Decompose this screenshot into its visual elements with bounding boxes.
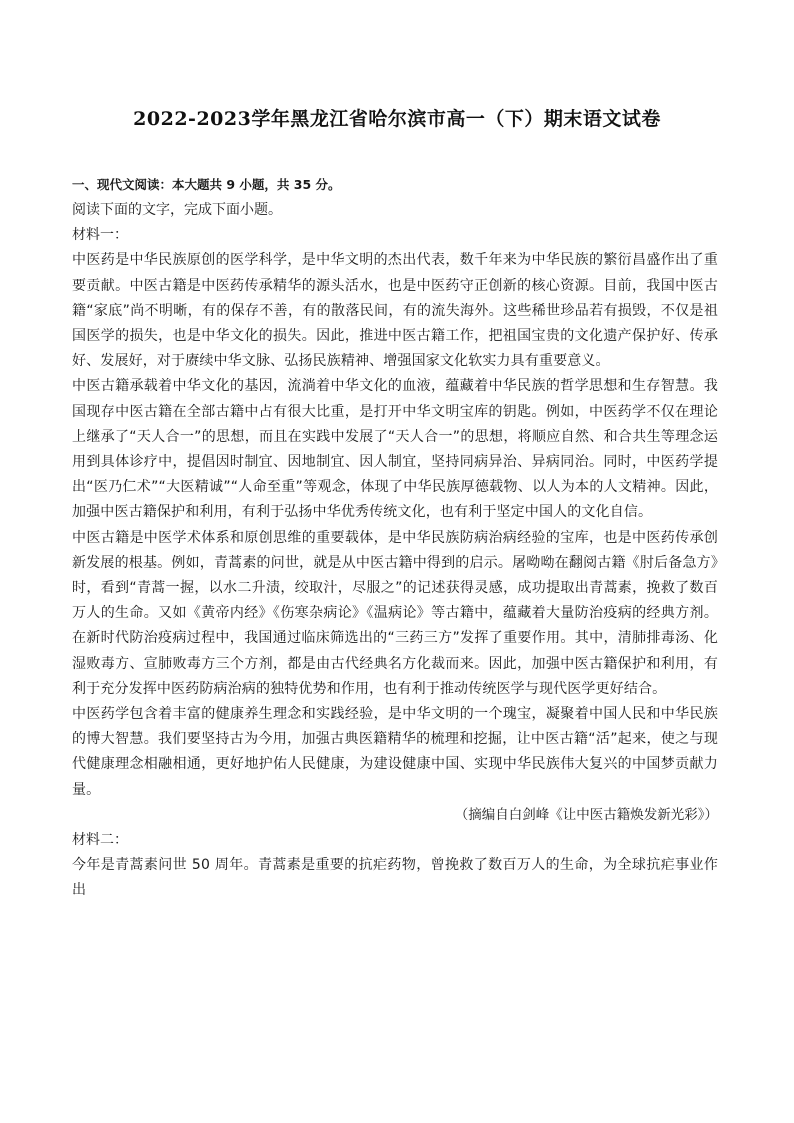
material1-paragraph-4: 中医药学包含着丰富的健康养生理念和实践经验，是中华文明的一个瑰宝，凝聚着中国人民和中华民族的博大智慧。我们要坚持古为今用，加强古典医籍精华的梳理和挖掘，让中医古籍“活”起来，使之与现代健康理念相融相通，更好地护佑人民健康，为建设健康中国、实现中华民族伟大复兴的中国梦贡献力量。 [72,706,718,798]
material1-paragraph-2: 中医古籍承载着中华文化的基因，流淌着中华文化的血液，蕴藏着中华民族的哲学思想和生存智慧。我国现存中医古籍在全部古籍中占有很大比重，是打开中华文明宝库的钥匙。例如，中医药学不仅在理论上继承了“天人合一”的思想，而且在实践中发展了“天人合一”的思想，将顺应自然、和合共生等理念运用到具体诊疗中，提倡因时制宜、因地制宜、因人制宜，坚持同病异治、异病同治。同时，中医药学提出“医乃仁术”“大医精诚”“人命至重”等观念，体现了中华民族厚德载物、以人为本的人文精神。因此，加强中医古籍保护和利用，有利于弘扬中华优秀传统文化，也有利于坚定中国人的文化自信。 [72,378,718,521]
section-heading: 一、现代文阅读：本大题共 9 小题，共 35 分。 [72,177,341,192]
page-title: 2022-2023学年黑龙江省哈尔滨市高一（下）期末语文试卷 [133,108,661,130]
material1-paragraph-1: 中医药是中华民族原创的医学科学，是中华文明的杰出代表，数千年来为中华民族的繁衍昌盛作出了重要贡献。中医古籍是中医药传承精华的源头活水，也是中医药守正创新的核心资源。目前，我国中医古籍“家底”尚不明晰，有的保存不善，有的散落民间，有的流失海外。这些稀世珍品若有损毁，不仅是祖国医学的损失，也是中华文化的损失。因此，推进中医古籍工作，把祖国宝贵的文化遗产保护好、传承好、发展好，对于赓续中华文脉、弘扬民族精神、增强国家文化软实力具有重要意义。 [72,252,718,370]
material2-paragraph-1: 今年是青蒿素问世 50 周年。青蒿素是重要的抗疟药物，曾挽救了数百万人的生命，为全球抗疟事业作出 [72,857,718,899]
instruction-text: 阅读下面的文字，完成下面小题。 [72,202,282,218]
material1-paragraph-3: 中医古籍是中医学术体系和原创思维的重要载体，是中华民族防病治病经验的宝库，也是中医药传承创新发展的根基。例如，青蒿素的问世，就是从中医古籍中得到的启示。屠呦呦在翻阅古籍《肘后备急方》时，看到“青蒿一握，以水二升渍，绞取汁，尽服之”的记述获得灵感，成功提取出青蒿素，挽救了数百万人的生命。又如《黄帝内经》《伤寒杂病论》《温病论》等古籍中，蕴藏着大量防治疫病的经典方剂。在新时代防治疫病过程中，我国通过临床筛选出的“三药三方”发挥了重要作用。其中，清肺排毒汤、化湿败毒方、宣肺败毒方三个方剂，都是由古代经典名方化裁而来。因此，加强中医古籍保护和利用，有利于充分发挥中医药防病治病的独特优势和作用，也有利于推动传统医学与现代医学更好结合。 [72,529,718,697]
material2-label: 材料二： [72,832,128,849]
page-content [72,172,718,904]
material1-label: 材料一： [72,227,128,244]
source-citation: （摘编自白剑峰《让中医古籍焕发新光彩》） [454,806,718,823]
